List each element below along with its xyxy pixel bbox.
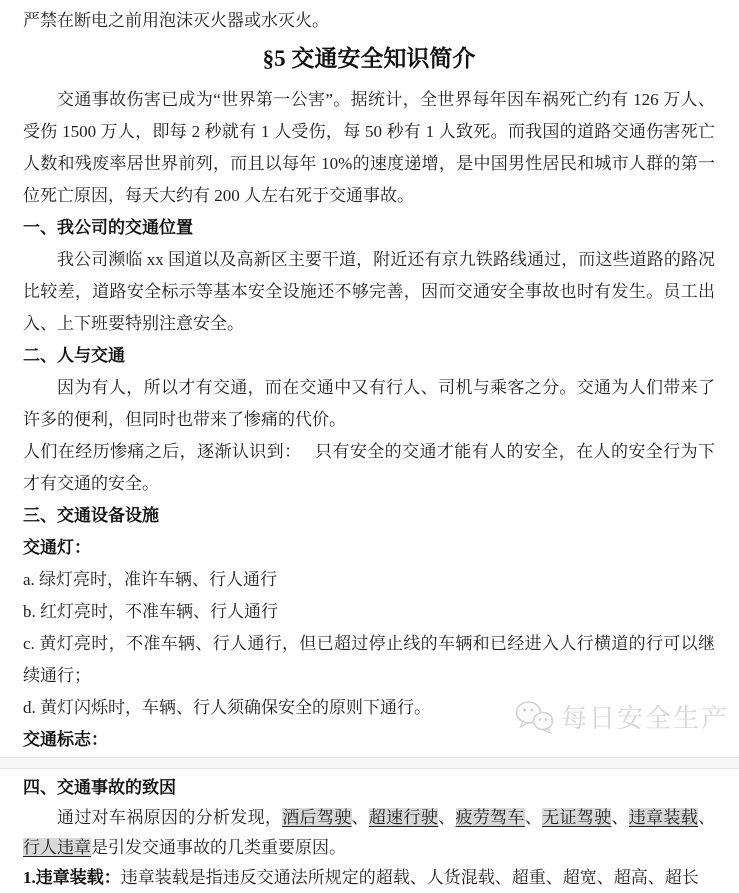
section2-paragraph-1: 因为有人，所以才有交通，而在交通中又有行人、司机与乘客之分。交通为人们带来了许多的便利，但同时也带来了惨痛的代价。 bbox=[23, 378, 715, 429]
watermark-text: 每日安全生产 bbox=[560, 703, 729, 733]
screenshot-seam-divider bbox=[0, 757, 739, 769]
violation-loading-label: 1.违章装载： bbox=[23, 868, 121, 887]
cause-term-unlicensed-driving: 无证驾驶 bbox=[542, 808, 612, 827]
causes-lead-text: 通过对车祸原因的分析发现， bbox=[57, 808, 283, 827]
page-title: §5 交通安全知识简介 bbox=[262, 46, 476, 71]
cause-separator: 、 bbox=[611, 808, 629, 827]
traffic-light-rule-c: c. 黄灯亮时，不准车辆、行人通行，但已超过停止线的车辆和已经进入人行横道的行可以继续通行； bbox=[23, 634, 715, 685]
cause-term-illegal-loading: 违章装载 bbox=[628, 808, 699, 827]
traffic-light-label: 交通灯： bbox=[23, 538, 91, 557]
paragraph-intro-statistics: 交通事故伤害已成为“世界第一公害”。据统计，全世界每年因车祸死亡约有 126 万人、受伤 1500 万人，即每 2 秒就有 1 人受伤，每 50 秒有 1 人致死。而我国的道路交通伤害死亡人数和残废率居世界前列，而且以每年 10%的速度递增，是中国男性居民和城市人群的第一位死亡原因，每天大约有 200 人左右死于交通事故。 bbox=[23, 90, 715, 205]
section1-heading: 一、我公司的交通位置 bbox=[23, 218, 193, 237]
cause-separator: 、 bbox=[524, 808, 543, 827]
cause-term-speeding: 超速行驶 bbox=[368, 808, 439, 827]
traffic-light-rule-d: d. 黄灯闪烁时，车辆、行人须确保安全的原则下通行。 bbox=[23, 698, 431, 717]
section2-paragraph-2: 人们在经历惨痛之后，逐渐认识到： 只有安全的交通才能有人的安全，在人的安全行为下才有交通的安全。 bbox=[23, 442, 715, 493]
violation-loading-item bbox=[23, 863, 715, 893]
cause-term-pedestrian-violation: 行人违章 bbox=[23, 838, 91, 857]
cause-term-fatigued-driving: 疲劳驾车 bbox=[455, 808, 525, 827]
traffic-sign-label: 交通标志： bbox=[23, 730, 108, 749]
cause-separator: 、 bbox=[698, 808, 716, 827]
cause-separator: 、 bbox=[438, 808, 456, 827]
section3-heading: 三、交通设备设施 bbox=[23, 506, 159, 525]
section2-heading: 二、人与交通 bbox=[23, 346, 125, 365]
section4-heading: 四、交通事故的致因 bbox=[23, 778, 176, 797]
section4-lead-paragraph bbox=[23, 803, 715, 863]
violation-loading-text: 违章装载是指违反交通法所规定的超载、人货混载、超重、超宽、超高、超长 bbox=[120, 868, 699, 887]
traffic-light-rule-b: b. 红灯亮时，不准车辆、行人通行 bbox=[23, 602, 278, 621]
section1-paragraph: 我公司濒临 xx 国道以及高新区主要干道，附近还有京九铁路线通过，而这些道路的路况比较差，道路安全标示等基本安全设施还不够完善，因而交通安全事故也时有发生。员工出入、上下班要特别注意安全。 bbox=[23, 250, 715, 333]
cause-term-drunk-driving: 酒后驾驶 bbox=[282, 808, 352, 827]
cause-separator: 、 bbox=[351, 808, 369, 827]
traffic-light-rule-a: a. 绿灯亮时，准许车辆、行人通行 bbox=[23, 570, 278, 589]
causes-tail-text: 是引发交通事故的几类重要原因。 bbox=[91, 838, 346, 857]
paragraph-fire-extinguisher-note: 严禁在断电之前用泡沫灭火器或水灭火。 bbox=[23, 11, 329, 30]
